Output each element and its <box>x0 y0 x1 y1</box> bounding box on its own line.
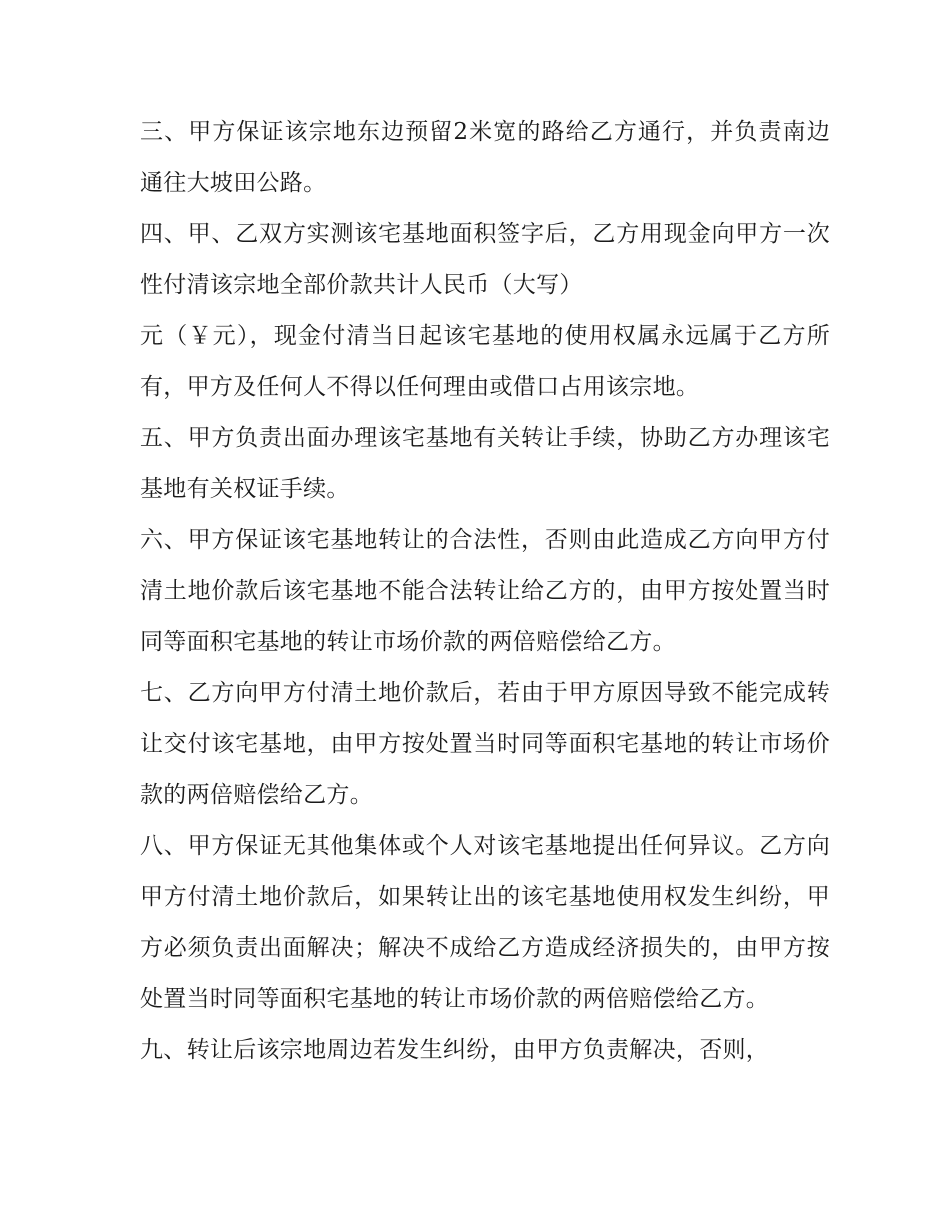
clause-8: 八、甲方保证无其他集体或个人对该宅基地提出任何异议。乙方向甲方付清土地价款后，如果转让出的该宅基地使用权发生纠纷，甲方必须负责出面解决；解决不成给乙方造成经济损失的，由甲方按处置当时同等面积宅基地的转让市场价款的两倍赔偿给乙方。 <box>140 833 830 1012</box>
document-body <box>140 107 830 1076</box>
clause-6: 六、甲方保证该宅基地转让的合法性，否则由此造成乙方向甲方付清土地价款后该宅基地不能合法转让给乙方的，由甲方按处置当时同等面积宅基地的转让市场价款的两倍赔偿给乙方。 <box>140 527 830 655</box>
clause-9: 九、转让后该宗地周边若发生纠纷，由甲方负责解决，否则， <box>140 1037 770 1063</box>
clause-4-continued: 元（￥元），现金付清当日起该宅基地的使用权属永远属于乙方所有，甲方及任何人不得以任何理由或借口占用该宗地。 <box>140 323 830 400</box>
clause-5: 五、甲方负责出面办理该宅基地有关转让手续，协助乙方办理该宅基地有关权证手续。 <box>140 425 830 502</box>
clause-7: 七、乙方向甲方付清土地价款后，若由于甲方原因导致不能完成转让交付该宅基地，由甲方按处置当时同等面积宅基地的转让市场价款的两倍赔偿给乙方。 <box>140 680 830 808</box>
clause-3: 三、甲方保证该宗地东边预留2米宽的路给乙方通行，并负责南边通往大坡田公路。 <box>140 119 830 196</box>
clause-4: 四、甲、乙双方实测该宅基地面积签字后，乙方用现金向甲方一次性付清该宗地全部价款共计人民币（大写） <box>140 221 830 298</box>
